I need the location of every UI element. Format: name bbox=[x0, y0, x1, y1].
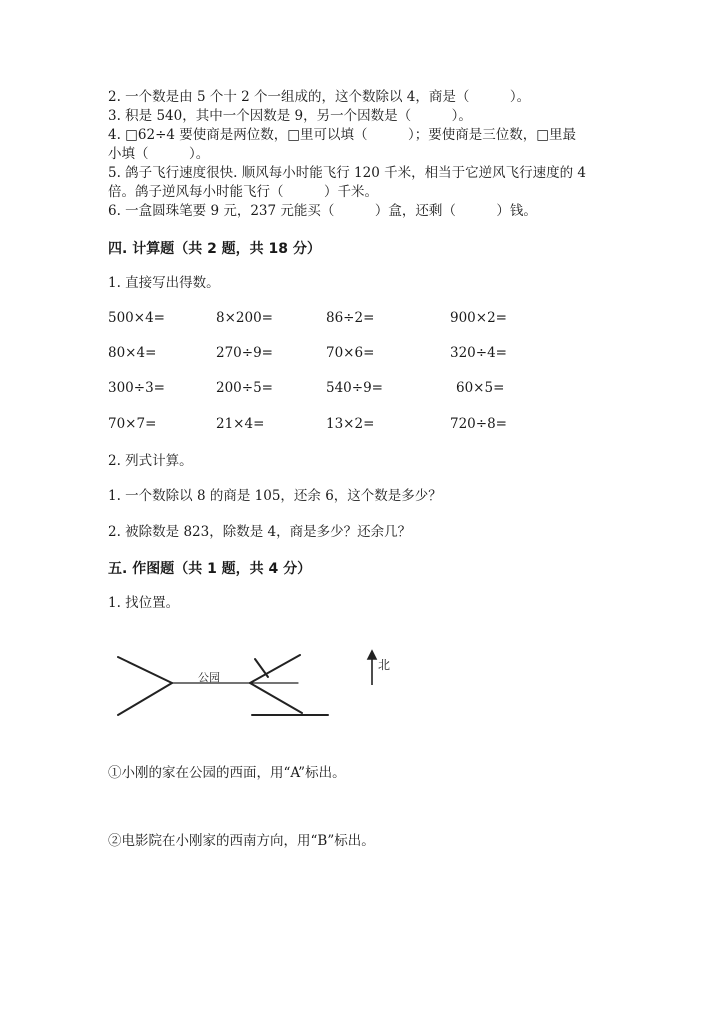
section4-title: 四. 计算题（共 2 题，共 18 分） bbox=[108, 241, 321, 257]
fill-in-q3: 3. 积是 540，其中一个因数是 9，另一个因数是（ ）。 bbox=[108, 108, 472, 124]
word-problem-2: 2. 被除数是 823，除数是 4，商是多少？还余几？ bbox=[108, 524, 412, 540]
road-west-upper bbox=[118, 657, 172, 683]
calc-r1-c2: 70×6= bbox=[326, 345, 375, 361]
section5-title: 五. 作图题（共 1 题，共 4 分） bbox=[108, 561, 312, 577]
fill-in-q2: 2. 一个数是由 5 个十 2 个一组成的，这个数除以 4，商是（ ）。 bbox=[108, 89, 531, 105]
calc-r3-c3: 720÷8= bbox=[450, 416, 507, 432]
calc-r2-c0: 300÷3= bbox=[108, 380, 165, 396]
road-northeast bbox=[250, 655, 300, 683]
calc-r3-c1: 21×4= bbox=[216, 416, 265, 432]
fill-in-q5-line2: 倍。鸽子逆风每小时能飞行（ ）千米。 bbox=[108, 184, 378, 200]
calc-r1-c1: 270÷9= bbox=[216, 345, 273, 361]
calc-r0-c3: 900×2= bbox=[450, 310, 507, 326]
north-arrow-icon bbox=[368, 651, 376, 685]
calc-r0-c0: 500×4= bbox=[108, 310, 165, 326]
road-north-branch bbox=[255, 659, 268, 677]
calc-r2-c2: 540÷9= bbox=[326, 380, 383, 396]
calc-r3-c0: 70×7= bbox=[108, 416, 157, 432]
fill-in-q5-line1: 5. 鸽子飞行速度很快. 顺风每小时能飞行 120 千米，相当于它逆风飞行速度的 4 bbox=[108, 165, 586, 181]
park-label: 公园 bbox=[198, 671, 220, 684]
calc-r2-c1: 200÷5= bbox=[216, 380, 273, 396]
calc-r0-c2: 86÷2= bbox=[326, 310, 375, 326]
calc-r1-c0: 80×4= bbox=[108, 345, 157, 361]
calc-r3-c2: 13×2= bbox=[326, 416, 375, 432]
word-problem-1: 1. 一个数除以 8 的商是 105，还余 6，这个数是多少？ bbox=[108, 488, 442, 504]
calc-r2-c3: 60×5= bbox=[456, 380, 505, 396]
north-label: 北 bbox=[378, 658, 391, 672]
road-southeast bbox=[250, 683, 302, 713]
fill-in-q4-line2: 小填（ ）。 bbox=[108, 146, 210, 162]
fill-in-q6: 6. 一盒圆珠笔要 9 元，237 元能买（ ）盒，还剩（ ）钱。 bbox=[108, 203, 537, 219]
park-map bbox=[110, 645, 410, 725]
calc-r0-c1: 8×200= bbox=[216, 310, 273, 326]
section5-sub1: 1. 找位置。 bbox=[108, 595, 180, 611]
road-west-lower bbox=[118, 683, 172, 715]
section4-sub1: 1. 直接写出得数。 bbox=[108, 275, 220, 291]
calc-r1-c3: 320÷4= bbox=[450, 345, 507, 361]
map-task-1: ①小刚的家在公园的西面，用“A”标出。 bbox=[108, 765, 346, 781]
section4-sub2: 2. 列式计算。 bbox=[108, 453, 193, 469]
map-task-2: ②电影院在小刚家的西南方向，用“B”标出。 bbox=[108, 833, 375, 849]
fill-in-q4-line1: 4. □62÷4 要使商是两位数，□里可以填（ ）；要使商是三位数，□里最 bbox=[108, 127, 577, 143]
